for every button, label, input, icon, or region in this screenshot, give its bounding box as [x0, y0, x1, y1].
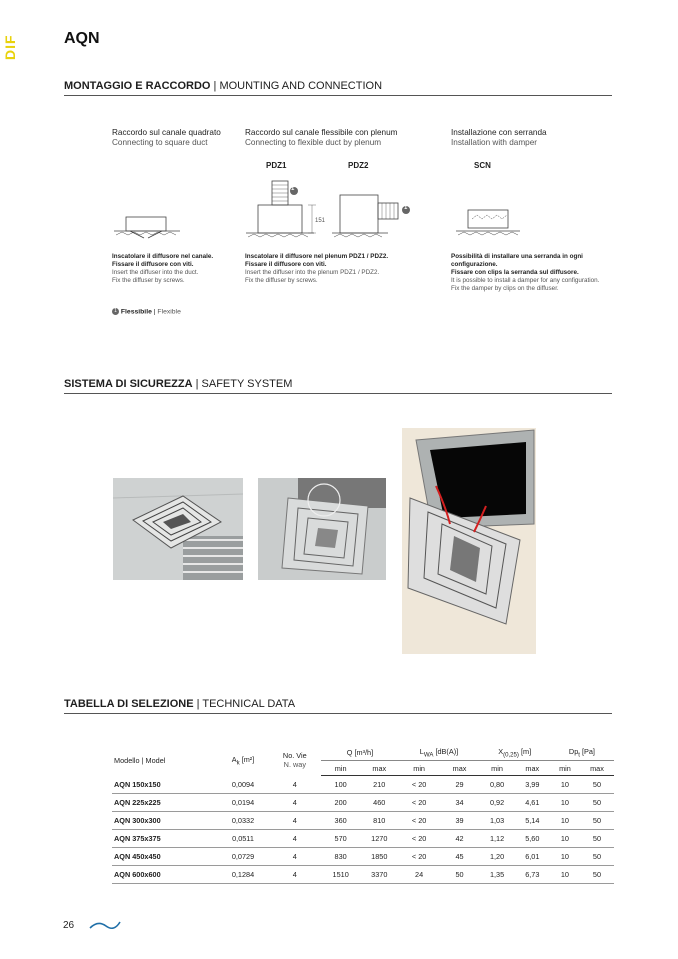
safety-cable-illustration	[402, 428, 536, 654]
photo-diffuser-detail	[258, 478, 386, 580]
th-min: min	[550, 761, 580, 776]
th-min: min	[399, 761, 440, 776]
mounting-col2-caption	[245, 128, 397, 148]
th-q: Q [m³/h]	[346, 748, 374, 757]
col1-it: Raccordo sul canale quadrato	[112, 128, 221, 137]
legend-flexible: 1 Flessibile | Flexible	[112, 308, 181, 316]
dimension-151: 151	[315, 218, 326, 224]
plenum-pdz1-drawing	[246, 181, 316, 237]
th-max: max	[580, 761, 614, 776]
flex-marker-1: 1	[291, 186, 295, 192]
brand-logo-icon	[88, 918, 122, 932]
label-pdz1: PDZ1	[266, 161, 287, 170]
th-lw: $L_{WA}$ [dB(A)]	[419, 746, 459, 759]
table-row: AQN 300x300 0,0332 4 360 810 < 20 39 1,03 5,14 10 50	[112, 812, 614, 830]
plenum-pdz2-drawing	[332, 195, 410, 237]
legend-marker-icon: 1	[112, 308, 119, 315]
th-min: min	[479, 761, 514, 776]
damper-drawing	[456, 210, 520, 235]
side-tab-label: DIF	[2, 34, 18, 60]
col3-it: Installazione con serranda	[451, 128, 547, 137]
th-max: max	[440, 761, 480, 776]
section-safety-en: SAFETY SYSTEM	[201, 378, 293, 390]
mounting-drawings	[110, 175, 630, 250]
label-pdz2: PDZ2	[348, 161, 369, 170]
section-safety-heading: SISTEMA DI SICUREZZA | SAFETY SYSTEM	[64, 378, 612, 394]
section-table-heading: TABELLA DI SELEZIONE | TECHNICAL DATA	[64, 698, 612, 714]
mounting-col1-caption	[112, 128, 221, 148]
side-tab	[0, 30, 28, 70]
th-vie: No. Vie N. way	[282, 751, 307, 770]
col2-it: Raccordo sul canale flessibile con plenum	[245, 128, 398, 137]
flex-marker-2: 1	[404, 205, 408, 211]
table-row: AQN 450x450 0,0729 4 830 1850 < 20 45 1,20 6,01 10 50	[112, 848, 614, 866]
th-max: max	[515, 761, 550, 776]
table-header-row	[112, 745, 614, 761]
section-mounting-en: MOUNTING AND CONNECTION	[219, 80, 383, 92]
photo-ceiling-diffuser	[113, 478, 243, 580]
label-scn: SCN	[474, 161, 491, 170]
section-safety-it: SISTEMA DI SICUREZZA	[64, 378, 193, 390]
col3-en: Installation with damper	[451, 138, 538, 147]
table-row: AQN 600x600 0,1284 4 1510 3370 24 50 1,35 6,73 10 50	[112, 866, 614, 884]
th-min: min	[321, 761, 360, 776]
col1-note: Inscatolare il diffusore nel canale. Fissare il diffusore con viti. Insert the diffuser into the duct. Fix the diffuser by screws.	[112, 253, 214, 284]
table-row: AQN 225x225 0,0194 4 200 460 < 20 34 0,92 4,61 10 50	[112, 794, 614, 812]
section-table-en: TECHNICAL DATA	[202, 698, 296, 710]
mounting-col3-caption	[451, 128, 547, 148]
col2-note: Inscatolare il diffusore nel plenum PDZ1 / PDZ2. Fissare il diffusore con viti. Insert the diffuser into the plenum PDZ1 / PDZ2. Fix the diffuser by screws.	[245, 253, 389, 284]
page-title: AQN	[64, 30, 100, 47]
square-duct-drawing	[114, 217, 180, 238]
technical-data-table	[112, 745, 614, 884]
section-mounting-heading: MONTAGGIO E RACCORDO | MOUNTING AND CONNECTION	[64, 80, 612, 96]
th-x: $X_{(0,25)}$ [m]	[498, 746, 532, 759]
th-max: max	[360, 761, 399, 776]
page-number: 26	[63, 920, 75, 931]
col2-en: Connecting to flexible duct by plenum	[245, 138, 382, 147]
section-table-it: TABELLA DI SELEZIONE	[64, 698, 194, 710]
table-row: AQN 150x150 0,0094 4 100 210 < 20 29 0,80 3,99 10 50	[112, 776, 614, 794]
col1-en: Connecting to square duct	[112, 138, 208, 147]
th-model: Modello | Model	[114, 755, 166, 765]
th-dp: $Dp_t$ [Pa]	[568, 746, 595, 759]
section-mounting-it: MONTAGGIO E RACCORDO	[64, 80, 211, 92]
table-row: AQN 375x375 0,0511 4 570 1270 < 20 42 1,12 5,60 10 50	[112, 830, 614, 848]
col3-note: Possibilità di installare una serranda in ogni configurazione. Fissare con clips la serranda sul diffusore. It is possible to install a damper for any configuration. Fix the damper by clips on the diffuser.	[451, 253, 600, 292]
th-ak: $A_k$ [m²]	[231, 754, 255, 766]
